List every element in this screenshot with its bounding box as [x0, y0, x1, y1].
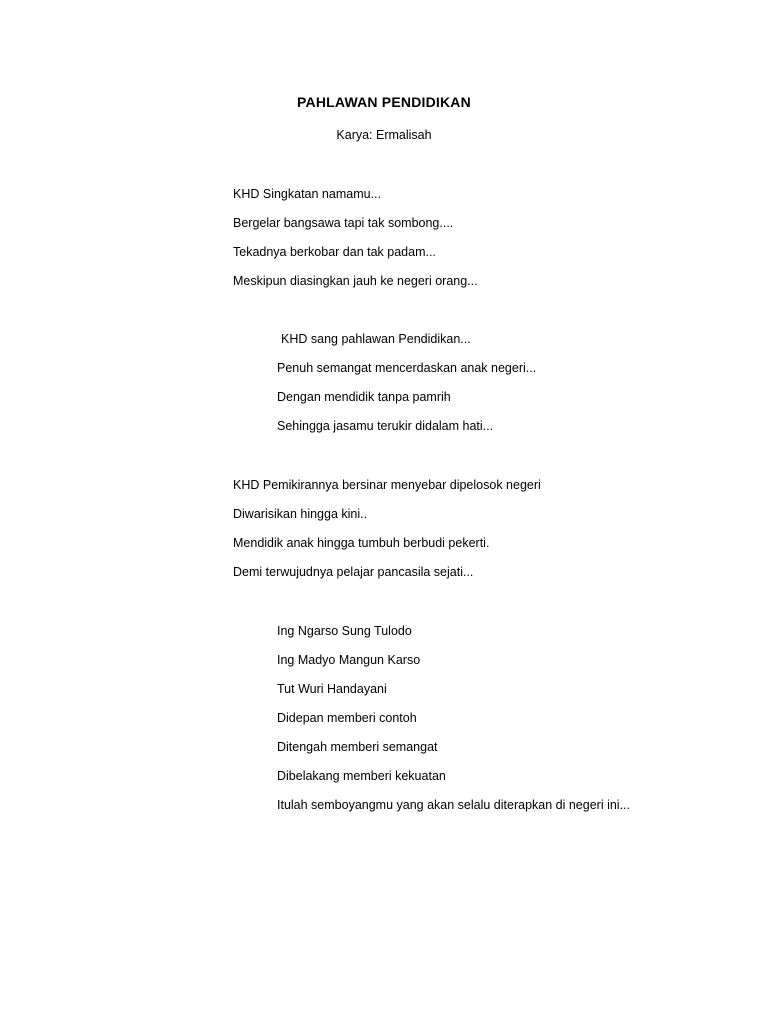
- poem-line: Penuh semangat mencerdaskan anak negeri...: [277, 361, 537, 375]
- poem-line: Demi terwujudnya pelajar pancasila sejati...: [233, 565, 474, 579]
- poem-line: Didepan memberi contoh: [277, 711, 417, 725]
- poem-line: Dengan mendidik tanpa pamrih: [277, 390, 451, 404]
- poem-line: Ing Madyo Mangun Karso: [277, 653, 421, 667]
- stanza-4: [277, 623, 630, 826]
- poem-line: Sehingga jasamu terukir didalam hati...: [277, 419, 494, 433]
- poem-line: Tut Wuri Handayani: [277, 682, 387, 696]
- poem-line: Itulah semboyangmu yang akan selalu diterapkan di negeri ini...: [277, 798, 630, 812]
- poem-line: KHD Singkatan namamu...: [233, 187, 381, 201]
- poem-line: Bergelar bangsawa tapi tak sombong....: [233, 216, 454, 230]
- poem-line: KHD sang pahlawan Pendidikan...: [281, 332, 471, 346]
- poem-title: PAHLAWAN PENDIDIKAN: [297, 94, 471, 110]
- poem-author: Karya: Ermalisah: [336, 128, 432, 142]
- poem-line: Ing Ngarso Sung Tulodo: [277, 624, 412, 638]
- poem-line: Mendidik anak hingga tumbuh berbudi pekerti.: [233, 536, 490, 550]
- poem-line: Ditengah memberi semangat: [277, 740, 438, 754]
- stanza-1: [233, 186, 478, 302]
- poem-line: Dibelakang memberi kekuatan: [277, 769, 446, 783]
- poem-line: Tekadnya berkobar dan tak padam...: [233, 245, 436, 259]
- poem-line: KHD Pemikirannya bersinar menyebar dipelosok negeri: [233, 478, 541, 492]
- poem-line: Diwarisikan hingga kini..: [233, 507, 368, 521]
- stanza-3: [233, 477, 541, 593]
- stanza-2: [277, 331, 536, 447]
- poem-line: Meskipun diasingkan jauh ke negeri orang...: [233, 274, 478, 288]
